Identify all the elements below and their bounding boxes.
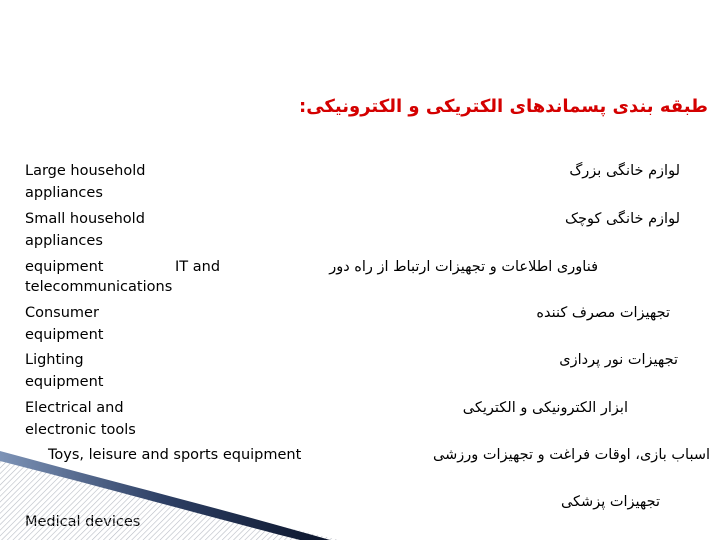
fa-toys: اسباب بازی، اوقات فراغت و تجهیزات ورزشی	[433, 447, 710, 463]
slide-title: طبقه بندی پسماندهای الکتریکی و الکترونیکی:	[299, 96, 708, 117]
en-consumer-1: Consumer	[25, 305, 99, 321]
fa-consumer: تجهیزات مصرف کننده	[536, 305, 670, 321]
fa-large-household: لوازم خانگی بزرگ	[569, 163, 680, 179]
en-lighting-2: equipment	[25, 374, 104, 390]
en-lighting-1: Lighting	[25, 352, 84, 368]
en-large-household-2: appliances	[25, 185, 103, 201]
fa-small-household: لوازم خانگی کوچک	[565, 211, 680, 227]
fa-it-telecom: فناوری اطلاعات و تجهیزات ارتباط از راه دور	[329, 259, 598, 275]
fa-medical: تجهیزات پزشکی	[560, 494, 660, 510]
en-small-household-1: Small household	[25, 211, 145, 227]
en-it-telecom-2: equipment	[25, 259, 104, 275]
fa-lighting: تجهیزات نور پردازی	[559, 352, 678, 368]
en-it-telecom-1: IT and	[175, 259, 221, 275]
fa-tools: ابزار الکترونیکی و الکتریکی	[462, 400, 628, 416]
en-consumer-2: equipment	[25, 327, 104, 343]
corner-swoosh-decoration	[0, 445, 340, 540]
en-toys: Toys, leisure and sports equipment	[48, 447, 302, 463]
en-it-telecom-3: telecommunications	[25, 279, 173, 295]
en-tools-1: Electrical and	[25, 400, 124, 416]
en-large-household-1: Large household	[25, 163, 146, 179]
en-small-household-2: appliances	[25, 233, 103, 249]
en-tools-2: electronic tools	[25, 422, 136, 438]
